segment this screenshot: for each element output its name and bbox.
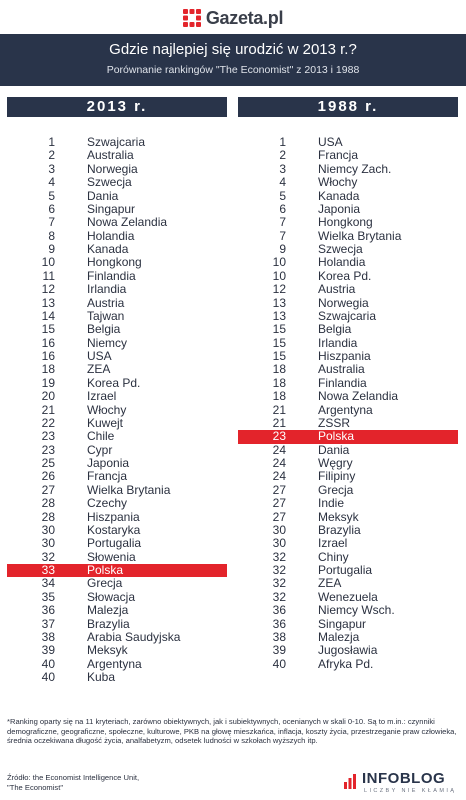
ranking-row [238, 658, 458, 671]
ranking-row [7, 417, 227, 430]
rank-number: 6 [279, 201, 286, 216]
ranking-row [238, 444, 458, 457]
country-name: Włochy [318, 175, 358, 190]
rank-number: 32 [41, 549, 55, 564]
country-name: Francja [87, 469, 128, 484]
ranking-row [238, 377, 458, 390]
rank-number: 23 [272, 429, 286, 444]
rank-number: 35 [41, 589, 55, 604]
ranking-row [238, 524, 458, 537]
country-name: Polska [318, 429, 355, 444]
country-name: Hongkong [87, 255, 142, 270]
ranking-row [238, 404, 458, 417]
source-line: Źródło: the Economist Intelligence Unit, [7, 773, 140, 782]
country-name: Jugosławia [318, 643, 378, 658]
rank-number: 27 [272, 509, 286, 524]
rank-number: 36 [272, 603, 286, 618]
country-name: Hiszpania [87, 509, 140, 524]
ranking-row [238, 297, 458, 310]
country-name: Filipiny [318, 469, 356, 484]
country-name: Afryka Pd. [318, 656, 374, 671]
ranking-row [238, 470, 458, 483]
country-name: Korea Pd. [87, 375, 141, 390]
ranking-row [7, 283, 227, 296]
country-name: Irlandia [87, 282, 127, 297]
rank-number: 36 [272, 616, 286, 631]
country-name: Belgia [318, 322, 352, 337]
rank-number: 9 [279, 242, 286, 256]
country-name: Grecja [318, 482, 354, 497]
ranking-row [7, 444, 227, 457]
rank-number: 15 [272, 349, 286, 363]
source-note [7, 773, 207, 792]
ranking-row [7, 470, 227, 483]
country-name: Grecja [87, 576, 123, 591]
rank-number: 9 [48, 242, 55, 256]
ranking-row [7, 537, 227, 550]
country-name: Izrael [318, 536, 348, 551]
country-name: Irlandia [318, 335, 358, 350]
ranking-row [7, 297, 227, 310]
bar-chart-icon [344, 773, 360, 789]
rank-number: 21 [272, 402, 286, 417]
rank-number: 7 [279, 228, 286, 243]
infoblog-tagline: LICZBY NIE KŁAMIĄ [364, 788, 457, 794]
country-name: Nowa Zelandia [87, 215, 168, 230]
ranking-row [7, 163, 227, 176]
page-subtitle: Porównanie rankingów "The Economist" z 2013 i 1988 [106, 64, 360, 76]
ranking-row [238, 190, 458, 203]
country-name: Norwegia [87, 161, 138, 176]
ranking-row [238, 283, 458, 296]
country-name: Polska [87, 563, 124, 577]
rank-number: 40 [41, 656, 55, 671]
rank-number: 27 [41, 482, 55, 497]
rank-number: 30 [272, 522, 286, 537]
ranking-row [7, 551, 227, 564]
ranking-row [238, 149, 458, 162]
rank-number: 13 [41, 295, 55, 310]
country-name: Austria [87, 295, 125, 310]
ranking-row [7, 390, 227, 403]
rank-number: 24 [272, 442, 286, 457]
country-name: Kostaryka [87, 522, 141, 537]
country-name: Australia [318, 362, 365, 377]
ranking-row [7, 457, 227, 470]
ranking-row [7, 270, 227, 283]
ranking-row [7, 310, 227, 323]
country-name: Malezja [318, 629, 360, 644]
rank-number: 15 [272, 335, 286, 350]
ranking-row [7, 190, 227, 203]
rank-number: 32 [272, 589, 286, 604]
rank-number: 37 [41, 616, 55, 631]
country-name: Szwecja [318, 242, 363, 256]
ranking-row [238, 591, 458, 604]
ranking-row [7, 631, 227, 644]
ranking-1988 [238, 97, 458, 671]
infoblog-logo[interactable] [344, 770, 462, 798]
highlighted-row [238, 430, 458, 443]
ranking-2013 [7, 97, 227, 684]
rank-number: 1 [279, 135, 286, 149]
country-name: Malezja [87, 603, 129, 618]
country-name: Australia [87, 148, 134, 163]
rank-number: 30 [41, 536, 55, 551]
country-name: Kuwejt [87, 415, 124, 430]
country-name: Włochy [87, 402, 127, 417]
rank-number: 26 [41, 469, 55, 484]
country-name: Arabia Saudyjska [87, 629, 181, 644]
country-name: Meksyk [87, 643, 128, 658]
country-name: Portugalia [318, 563, 373, 577]
gazeta-logo-icon [183, 9, 201, 27]
ranking-row [7, 350, 227, 363]
gazeta-logo-text: Gazeta.pl [205, 7, 284, 28]
ranking-row [7, 618, 227, 631]
rank-number: 23 [41, 442, 55, 457]
rank-number: 4 [279, 175, 286, 190]
ranking-row [238, 230, 458, 243]
country-name: ZSSR [318, 415, 351, 430]
ranking-row [238, 243, 458, 256]
country-name: Nowa Zelandia [318, 389, 399, 404]
ranking-row [7, 644, 227, 657]
rank-number: 18 [272, 389, 286, 404]
rank-number: 5 [279, 188, 286, 203]
rank-number: 27 [272, 482, 286, 497]
rank-number: 25 [41, 456, 55, 470]
country-name: Wielka Brytania [318, 228, 402, 243]
rank-number: 3 [279, 161, 286, 176]
ranking-row [238, 457, 458, 470]
country-name: Belgia [87, 322, 121, 337]
rank-number: 21 [272, 415, 286, 430]
rank-number: 10 [272, 268, 286, 283]
ranking-row [238, 256, 458, 269]
highlighted-row [7, 564, 227, 577]
country-name: USA [87, 349, 112, 363]
rank-number: 39 [41, 643, 55, 658]
rank-number: 20 [41, 389, 55, 404]
ranking-row [7, 176, 227, 189]
ranking-row [7, 404, 227, 417]
ranking-1988-heading: 1988 r. [238, 97, 458, 117]
rank-number: 40 [272, 656, 286, 671]
infoblog-name: INFOBLOG [362, 770, 446, 787]
ranking-row [238, 270, 458, 283]
rank-number: 8 [48, 228, 55, 243]
ranking-row [7, 497, 227, 510]
rank-number: 33 [41, 563, 55, 577]
ranking-row [7, 377, 227, 390]
rank-number: 38 [41, 629, 55, 644]
rank-number: 40 [41, 670, 55, 684]
ranking-row [238, 564, 458, 577]
rank-number: 6 [48, 201, 55, 216]
ranking-row [7, 149, 227, 162]
country-name: Hiszpania [318, 349, 371, 363]
ranking-row [7, 243, 227, 256]
rank-number: 18 [272, 362, 286, 377]
country-name: Słowenia [87, 549, 136, 564]
country-name: Wenezuela [318, 589, 378, 604]
rank-number: 12 [41, 282, 55, 297]
ranking-row [7, 216, 227, 229]
ranking-row [7, 591, 227, 604]
rank-number: 32 [272, 549, 286, 564]
ranking-row [238, 176, 458, 189]
country-name: Słowacja [87, 589, 136, 604]
country-name: Niemcy [87, 335, 128, 350]
ranking-row [7, 337, 227, 350]
country-name: Kuba [87, 670, 116, 684]
rank-number: 2 [48, 148, 55, 163]
rank-number: 15 [272, 322, 286, 337]
rank-number: 3 [48, 161, 55, 176]
country-name: Finlandia [318, 375, 367, 390]
ranking-row [7, 363, 227, 376]
ranking-row [238, 350, 458, 363]
ranking-2013-list [7, 136, 227, 684]
ranking-row [238, 551, 458, 564]
country-name: Norwegia [318, 295, 369, 310]
country-name: Meksyk [318, 509, 359, 524]
ranking-row [238, 497, 458, 510]
country-name: Singapur [87, 201, 136, 216]
rank-number: 32 [272, 576, 286, 591]
rank-number: 22 [41, 415, 55, 430]
ranking-row [7, 203, 227, 216]
source-line: "The Economist" [7, 782, 64, 792]
rank-number: 5 [48, 188, 55, 203]
ranking-2013-heading: 2013 r. [7, 97, 227, 117]
ranking-row [238, 484, 458, 497]
ranking-row [7, 323, 227, 336]
ranking-row [7, 658, 227, 671]
ranking-row [7, 511, 227, 524]
country-name: Wielka Brytania [87, 482, 171, 497]
country-name: Niemcy Wsch. [318, 603, 395, 618]
ranking-row [7, 604, 227, 617]
rank-number: 28 [41, 509, 55, 524]
rank-number: 14 [41, 308, 55, 323]
ranking-row [7, 136, 227, 149]
country-name: Dania [318, 442, 350, 457]
ranking-row [7, 524, 227, 537]
country-name: Brazylia [87, 616, 130, 631]
rank-number: 16 [41, 335, 55, 350]
country-name: Hongkong [318, 215, 373, 230]
country-name: Cypr [87, 442, 113, 457]
ranking-row [238, 337, 458, 350]
ranking-row [238, 216, 458, 229]
ranking-row [238, 203, 458, 216]
country-name: Austria [318, 282, 356, 297]
country-name: Brazylia [318, 522, 361, 537]
rank-number: 27 [272, 496, 286, 511]
ranking-row [7, 484, 227, 497]
rank-number: 30 [41, 522, 55, 537]
country-name: Dania [87, 188, 119, 203]
rank-number: 16 [41, 349, 55, 363]
country-name: Japonia [318, 201, 361, 216]
ranking-row [238, 136, 458, 149]
rank-number: 13 [272, 295, 286, 310]
rank-number: 38 [272, 629, 286, 644]
ranking-row [238, 577, 458, 590]
ranking-row [7, 430, 227, 443]
country-name: Kanada [87, 242, 129, 256]
ranking-row [238, 604, 458, 617]
country-name: Holandia [87, 228, 135, 243]
country-name: Holandia [318, 255, 366, 270]
ranking-row [238, 310, 458, 323]
country-name: Tajwan [87, 308, 125, 323]
rank-number: 11 [42, 268, 55, 283]
rank-number: 15 [41, 322, 55, 337]
ranking-row [238, 390, 458, 403]
country-name: Szwajcaria [87, 135, 146, 149]
page-title: Gdzie najlepiej się urodzić w 2013 r.? [109, 41, 357, 58]
rank-number: 23 [41, 429, 55, 444]
country-name: Francja [318, 148, 359, 163]
country-name: Kanada [318, 188, 360, 203]
country-name: ZEA [87, 362, 111, 377]
rank-number: 7 [279, 215, 286, 230]
rank-number: 28 [41, 496, 55, 511]
country-name: ZEA [318, 576, 342, 591]
country-name: Izrael [87, 389, 117, 404]
country-name: Argentyna [87, 656, 142, 671]
rank-number: 39 [272, 643, 286, 658]
rank-number: 10 [272, 255, 286, 270]
rank-number: 18 [41, 362, 55, 377]
gazeta-logo[interactable] [0, 6, 466, 30]
ranking-row [238, 417, 458, 430]
rank-number: 18 [272, 375, 286, 390]
rank-number: 36 [41, 603, 55, 618]
rank-number: 24 [272, 469, 286, 484]
country-name: Chile [87, 429, 115, 444]
rank-number: 7 [48, 215, 55, 230]
ranking-row [7, 230, 227, 243]
country-name: Japonia [87, 456, 130, 470]
ranking-row [7, 577, 227, 590]
rank-number: 30 [272, 536, 286, 551]
ranking-row [238, 644, 458, 657]
ranking-row [238, 511, 458, 524]
ranking-row [238, 537, 458, 550]
rank-number: 24 [272, 456, 286, 470]
rank-number: 34 [41, 576, 55, 591]
rank-number: 13 [272, 308, 286, 323]
rank-number: 1 [48, 135, 55, 149]
country-name: Czechy [87, 496, 128, 511]
country-name: Finlandia [87, 268, 136, 283]
ranking-row [238, 163, 458, 176]
footnote: *Ranking oparty się na 11 kryteriach, zarówno obiektywnych, jak i subiektywnych, ocenianych w skali 0-10. Są to m.in.: czynniki demograficzne, geograficzne, społeczne, kulturowe, PKB na głowę mieszkańca, inflacja, koszty życia, przestrzeganie praw człowieka, średnia oczekiwana długość życia, analfabetyzm, odsetek ludności w szkołach wyższych itp. [7, 717, 457, 746]
ranking-row [7, 256, 227, 269]
country-name: Chiny [318, 549, 349, 564]
country-name: Indie [318, 496, 345, 511]
header-banner [0, 34, 466, 86]
rank-number: 2 [279, 148, 286, 163]
country-name: Singapur [318, 616, 367, 631]
rank-number: 32 [272, 563, 286, 577]
country-name: Argentyna [318, 402, 373, 417]
rank-number: 12 [272, 282, 286, 297]
ranking-row [238, 618, 458, 631]
rank-number: 19 [41, 375, 55, 390]
rank-number: 10 [41, 255, 55, 270]
country-name: Korea Pd. [318, 268, 372, 283]
ranking-row [238, 363, 458, 376]
ranking-row [238, 323, 458, 336]
ranking-1988-list [238, 136, 458, 671]
ranking-row [238, 631, 458, 644]
country-name: Portugalia [87, 536, 142, 551]
rank-number: 4 [48, 175, 55, 190]
country-name: USA [318, 135, 343, 149]
country-name: Węgry [318, 456, 353, 470]
country-name: Szwecja [87, 175, 132, 190]
rank-number: 21 [41, 402, 55, 417]
country-name: Szwajcaria [318, 308, 377, 323]
country-name: Niemcy Zach. [318, 161, 392, 176]
ranking-row [7, 671, 227, 684]
